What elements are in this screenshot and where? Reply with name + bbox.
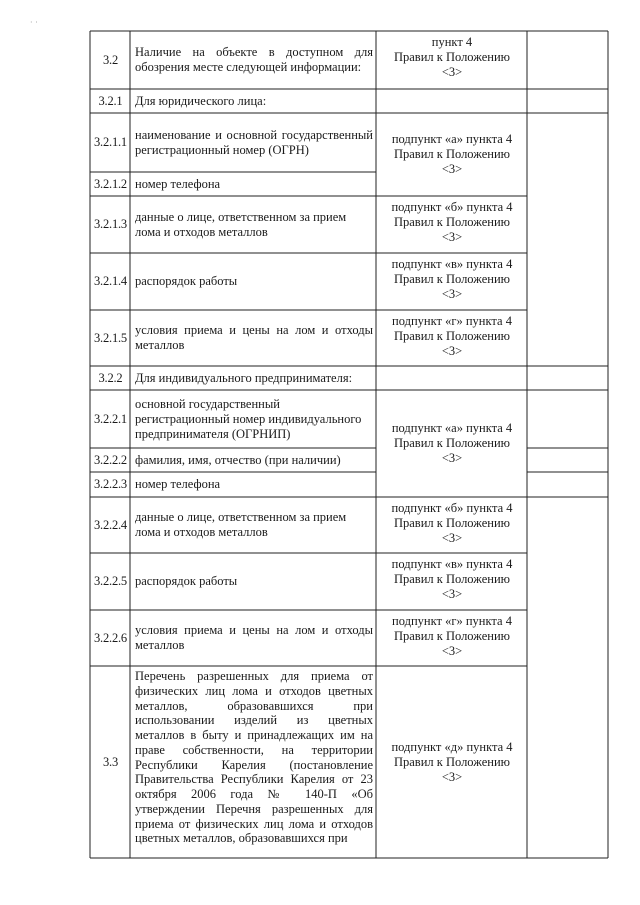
legal-reference bbox=[377, 610, 527, 666]
row-number-text: 3.2 bbox=[102, 52, 119, 67]
requirement-text-text: Перечень разрешенных для приема от физических лиц лома и отходов цветных металлов, образовавшихся при использовании изделий из цветных металлов в быту и принадлежащих им на праве собственности, на территории Республики Карелия (постановление Правительства Республики Карелия от 23 октября 2006 года № 140-П «Об утверждении Перечня разрешенных для приема от физических лиц лома и отходов цветных металлов, образовавшихся при bbox=[135, 669, 373, 846]
row-number bbox=[91, 31, 130, 89]
requirement-text bbox=[131, 113, 376, 172]
legal-reference bbox=[377, 113, 527, 196]
row-number-text: 3.3 bbox=[102, 754, 119, 769]
legal-reference-text: подпункт «б» пункта 4 Правил к Положению <3> bbox=[391, 501, 513, 545]
row-number bbox=[91, 196, 130, 253]
row-number-text: 3.2.1.5 bbox=[94, 330, 127, 345]
requirement-text-text: основной государственный регистрационный номер индивидуального предпринимателя (ОГРНИП) bbox=[135, 396, 362, 441]
row-number bbox=[91, 666, 130, 858]
legal-reference bbox=[377, 310, 527, 366]
row-number bbox=[91, 253, 130, 310]
requirement-text-text: Для юридического лица: bbox=[135, 93, 267, 108]
requirement-text-text: номер телефона bbox=[135, 176, 221, 191]
row-number-text: 3.2.2.4 bbox=[94, 517, 127, 532]
requirement-text-text: данные о лице, ответственном за прием лома и отходов металлов bbox=[135, 209, 347, 239]
requirement-text-text: условия приема и цены на лом и отходы металлов bbox=[135, 623, 373, 652]
legal-reference bbox=[377, 366, 527, 390]
requirement-text-text: условия приема и цены на лом и отходы металлов bbox=[135, 323, 373, 352]
requirement-text bbox=[131, 610, 376, 666]
row-number-text: 3.2.2 bbox=[98, 370, 123, 385]
legal-reference bbox=[377, 196, 527, 253]
legal-reference-text: подпункт «г» пункта 4 Правил к Положению <3> bbox=[392, 314, 512, 358]
requirement-text bbox=[131, 366, 376, 390]
row-number-text: 3.2.2.5 bbox=[94, 574, 127, 588]
row-number bbox=[91, 472, 130, 497]
legal-reference-text: подпункт «в» пункта 4 Правил к Положению <3> bbox=[391, 257, 513, 301]
legal-reference-text: подпункт «д» пункта 4 Правил к Положению <3> bbox=[391, 739, 513, 784]
requirement-text bbox=[131, 310, 376, 366]
legal-reference-text: подпункт «а» пункта 4 Правил к Положению <3> bbox=[391, 132, 513, 176]
requirement-text bbox=[131, 553, 376, 610]
row-number bbox=[91, 553, 130, 610]
legal-reference-text: подпункт «г» пункта 4 Правил к Положению <3> bbox=[392, 614, 512, 658]
requirement-text bbox=[131, 31, 376, 89]
requirement-text-text: Наличие на объекте в доступном для обозрения месте следующей информации: bbox=[135, 45, 373, 74]
requirement-text bbox=[131, 89, 376, 113]
row-number-text: 3.2.1.4 bbox=[94, 274, 127, 288]
requirement-text bbox=[131, 448, 376, 472]
row-number-text: 3.2.1.3 bbox=[94, 217, 127, 231]
row-number bbox=[91, 366, 130, 390]
row-number-text: 3.2.2.6 bbox=[94, 630, 127, 645]
requirement-text-text: фамилия, имя, отчество (при наличии) bbox=[135, 452, 341, 467]
row-number-text: 3.2.2.3 bbox=[94, 477, 127, 491]
row-number bbox=[91, 390, 130, 448]
row-number bbox=[91, 610, 130, 666]
row-number bbox=[91, 113, 130, 172]
legal-reference bbox=[377, 553, 527, 610]
scan-corner-mark: · · bbox=[30, 18, 38, 27]
requirement-text-text: Для индивидуального предпринимателя: bbox=[135, 370, 353, 385]
row-number-text: 3.2.2.2 bbox=[94, 452, 127, 467]
row-number-text: 3.2.2.1 bbox=[94, 411, 127, 426]
legal-reference bbox=[377, 253, 527, 310]
legal-reference bbox=[377, 390, 527, 497]
requirement-text bbox=[131, 172, 376, 196]
requirement-text-text: номер телефона bbox=[135, 477, 221, 491]
row-number bbox=[91, 172, 130, 196]
legal-reference bbox=[377, 31, 527, 89]
requirement-text bbox=[131, 497, 376, 553]
row-number bbox=[91, 497, 130, 553]
legal-reference-text: подпункт «в» пункта 4 Правил к Положению <3> bbox=[391, 557, 513, 601]
requirement-text-text: наименование и основной государственный регистрационный номер (ОГРН) bbox=[135, 127, 373, 157]
row-number-text: 3.2.1.1 bbox=[94, 135, 127, 149]
row-number bbox=[91, 89, 130, 113]
row-number bbox=[91, 310, 130, 366]
row-number-text: 3.2.1.2 bbox=[94, 176, 127, 191]
requirement-text bbox=[131, 196, 376, 253]
row-number bbox=[91, 448, 130, 472]
legal-reference bbox=[377, 89, 527, 113]
requirement-text-text: распорядок работы bbox=[135, 574, 238, 588]
legal-reference-text: подпункт «б» пункта 4 Правил к Положению <3> bbox=[391, 200, 513, 244]
requirement-text bbox=[131, 666, 376, 858]
row-number-text: 3.2.1 bbox=[98, 93, 123, 108]
legal-reference-text: пункт 4 Правил к Положению <3> bbox=[393, 35, 510, 79]
requirement-text bbox=[131, 472, 376, 497]
legal-reference bbox=[377, 497, 527, 553]
legal-reference bbox=[377, 666, 527, 858]
requirement-text bbox=[131, 390, 376, 448]
legal-reference-text: подпункт «а» пункта 4 Правил к Положению <3> bbox=[391, 421, 513, 465]
requirement-text bbox=[131, 253, 376, 310]
requirement-text-text: данные о лице, ответственном за прием лома и отходов металлов bbox=[135, 510, 347, 539]
requirement-text-text: распорядок работы bbox=[135, 274, 238, 288]
